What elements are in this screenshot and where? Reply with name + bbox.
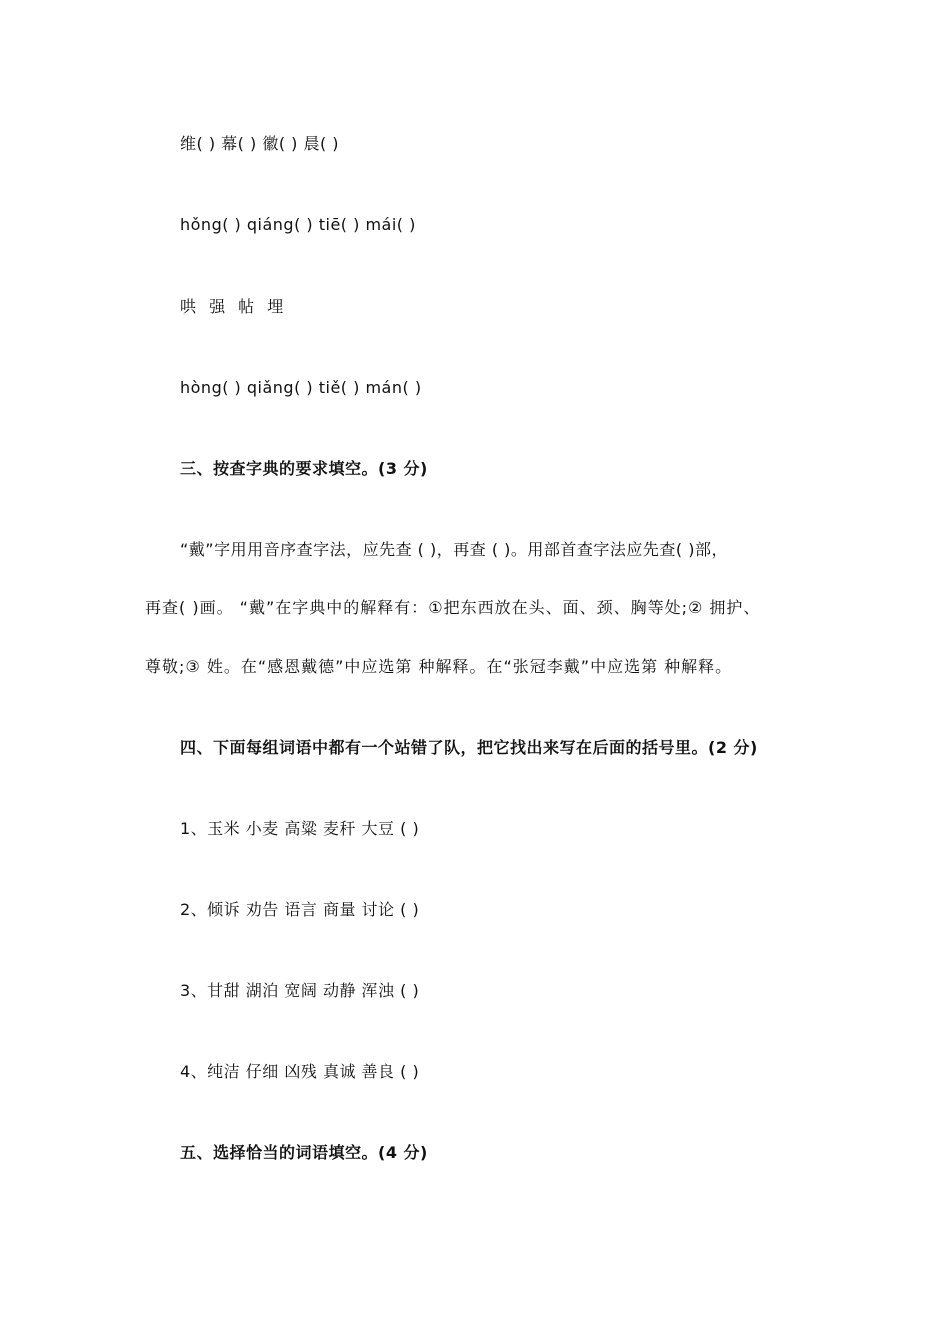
- pinyin-line-1: hǒng( ) qiáng( ) tiē( ) mái( ): [180, 215, 416, 234]
- pinyin-line-2: hòng( ) qiǎng( ) tiě( ) mán( ): [180, 378, 422, 397]
- polyphonic-characters-line: 哄 强 帖 埋: [180, 297, 288, 316]
- section-3-paragraph-line-2: 再查( )画。 “戴”在字典中的解释有：①把东西放在头、面、颈、胸等处;② 拥护、: [145, 598, 761, 617]
- section-4-item-2: 2、倾诉 劝告 语言 商量 讨论 ( ): [180, 900, 420, 919]
- section-5-heading: 五、选择恰当的词语填空。(4 分): [180, 1143, 428, 1162]
- section-4-item-4: 4、纯洁 仔细 凶残 真诚 善良 ( ): [180, 1062, 420, 1081]
- section-3-heading: 三、按查字典的要求填空。(3 分): [180, 459, 428, 478]
- section-3-paragraph-line-3: 尊敬;③ 姓。在“感恩戴德”中应选第 种解释。在“张冠李戴”中应选第 种解释。: [145, 657, 733, 676]
- section-4-item-3: 3、甘甜 湖泊 宽阔 动静 浑浊 ( ): [180, 981, 420, 1000]
- chinese-characters-line: 维( ) 幕( ) 徽( ) 晨( ): [180, 134, 340, 153]
- section-4-item-1: 1、玉米 小麦 高粱 麦秆 大豆 ( ): [180, 819, 420, 838]
- section-4-heading: 四、下面每组词语中都有一个站错了队，把它找出来写在后面的括号里。(2 分): [180, 738, 758, 757]
- section-3-paragraph-line-1: “戴”字用用音序查字法，应先查 ( )，再查 ( )。用部首查字法应先查( )部，: [180, 540, 728, 559]
